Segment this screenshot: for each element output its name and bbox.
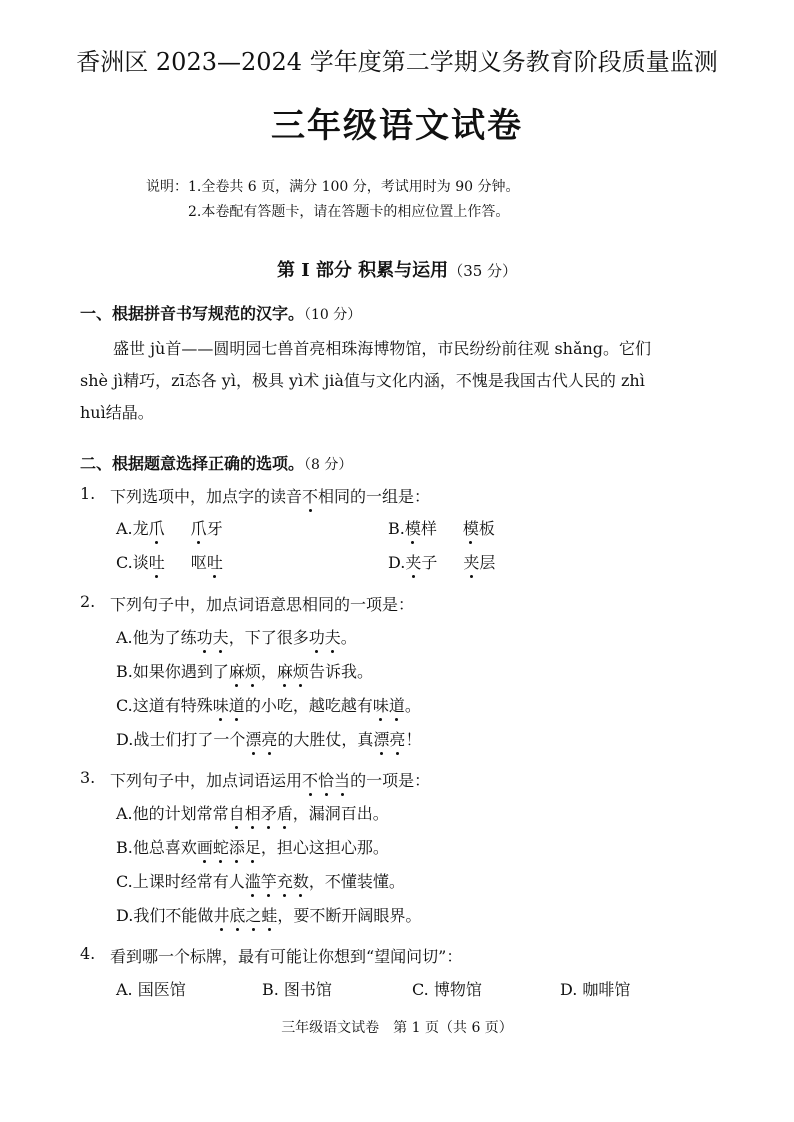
part-title-text: 第 I 部分 积累与运用 xyxy=(276,260,449,281)
dotted-word xyxy=(373,696,405,715)
section-1-title: 一、根据拼音书写规范的汉字。 xyxy=(80,304,305,323)
dotted-char: 漂 xyxy=(373,727,389,750)
page-footer: 三年级语文试卷 第 1 页（共 6 页） xyxy=(281,1020,513,1036)
option-label: B. xyxy=(116,838,133,857)
q1-option-d[interactable] xyxy=(388,550,495,573)
option-text: 告诉我。 xyxy=(308,662,373,681)
pinyin-line-3: huì结晶。 xyxy=(80,403,154,422)
option-text: 他为了练 xyxy=(132,628,197,647)
option-label: A. xyxy=(116,519,133,538)
q2-option-a[interactable] xyxy=(116,625,357,648)
dotted-char: 亮 xyxy=(389,727,405,750)
char: 牙 xyxy=(206,519,223,538)
char: 子 xyxy=(421,553,438,572)
char: 板 xyxy=(478,519,495,538)
question-4-text: 看到哪一个标牌，最有可能让你想到“望闻问切”： xyxy=(110,947,463,966)
part-title xyxy=(0,256,794,282)
question-2-text: 下列句子中，加点词语意思相同的一项是： xyxy=(110,595,415,614)
dotted-char: 道 xyxy=(389,693,405,716)
dotted-char: 爪 xyxy=(191,516,207,539)
question-2-number: 2. xyxy=(80,592,96,611)
char: 呕 xyxy=(190,553,207,572)
dotted-char: 夹 xyxy=(463,550,479,573)
question-3-number: 3. xyxy=(80,768,96,787)
dotted-char: 不 xyxy=(302,768,318,791)
char: 层 xyxy=(479,553,496,572)
q3-text-post: 的一项是： xyxy=(350,771,431,790)
option-text: ，漏洞百出。 xyxy=(292,804,389,823)
q1-option-c[interactable] xyxy=(116,550,223,573)
q2-option-c[interactable] xyxy=(116,693,421,716)
dotted-char: 夫 xyxy=(325,625,341,648)
dotted-char: 烦 xyxy=(293,659,309,682)
dotted-word xyxy=(277,662,309,681)
question-1-text xyxy=(110,484,430,507)
option-text: ，担心这担心那。 xyxy=(260,838,389,857)
dotted-word xyxy=(213,906,277,925)
option-label: C. xyxy=(116,696,133,715)
option-text: 如果你遇到了 xyxy=(132,662,229,681)
option-text: 战士们打了一个 xyxy=(133,730,246,749)
option-text: 我们不能做 xyxy=(133,906,214,925)
dotted-char: 充 xyxy=(277,869,293,892)
pinyin-line-2: shè jì精巧，zī态各 yì，极具 yì术 jià值与文化内涵，不愧是我国古代人民的 zhì xyxy=(80,371,645,390)
q4-option-c[interactable]: C. 博物馆 xyxy=(412,980,482,999)
dotted-char: 蛙 xyxy=(261,903,277,926)
dotted-char: 味 xyxy=(213,693,229,716)
option-text: 。 xyxy=(340,628,357,647)
option-text: 他的计划常常 xyxy=(132,804,229,823)
option-label: C. xyxy=(116,553,133,572)
q3-dotted-word xyxy=(302,771,350,790)
option-text: 他总喜欢 xyxy=(132,838,197,857)
q1-option-a[interactable] xyxy=(116,516,223,539)
question-4-number: 4. xyxy=(80,944,96,963)
dotted-word xyxy=(229,804,293,823)
q3-option-a[interactable] xyxy=(116,801,389,824)
dotted-char: 夫 xyxy=(213,625,229,648)
dotted-char: 烦 xyxy=(245,659,261,682)
dotted-char: 功 xyxy=(309,625,325,648)
dotted-char: 滥 xyxy=(245,869,261,892)
dotted-char: 矛 xyxy=(261,801,277,824)
char: 龙 xyxy=(132,519,149,538)
option-label: D. xyxy=(116,730,134,749)
dotted-char: 模 xyxy=(463,516,479,539)
dotted-char: 底 xyxy=(229,903,245,926)
option-text: 的小吃，越吃越有 xyxy=(244,696,373,715)
option-label: C. xyxy=(116,872,133,891)
section-1-score: （10 分） xyxy=(304,307,362,323)
pinyin-line-1: 盛世 jù首——圆明园七兽首亮相珠海博物馆，市民纷纷前往观 shǎng。它们 xyxy=(113,339,652,358)
dotted-char: 吐 xyxy=(149,550,165,573)
option-text: 。 xyxy=(404,696,421,715)
note-line-2: 2.本卷配有答题卡，请在答题卡的相应位置上作答。 xyxy=(188,204,510,220)
q3-option-b[interactable] xyxy=(116,835,389,858)
dotted-char: 盾 xyxy=(277,801,293,824)
section-2-title: 二、根据题意选择正确的选项。 xyxy=(80,454,305,473)
dotted-char: 自 xyxy=(229,801,245,824)
dotted-word xyxy=(229,662,261,681)
option-label: A. xyxy=(116,804,133,823)
option-label: D. xyxy=(116,906,134,925)
dotted-char: 爪 xyxy=(149,516,165,539)
q1-text-post: 相同的一组是： xyxy=(318,487,431,506)
q3-option-d[interactable] xyxy=(116,903,421,926)
option-text: 这道有特殊 xyxy=(132,696,213,715)
q4-option-a[interactable]: A. 国医馆 xyxy=(116,980,186,999)
dotted-char: 数 xyxy=(293,869,309,892)
dotted-char: 味 xyxy=(373,693,389,716)
q3-text-pre: 下列句子中，加点词语运用 xyxy=(110,771,303,790)
question-3-text xyxy=(110,768,430,791)
dotted-char: 道 xyxy=(229,693,245,716)
dotted-char: 相 xyxy=(245,801,261,824)
char: 样 xyxy=(420,519,437,538)
q4-option-b[interactable]: B. 图书馆 xyxy=(262,980,332,999)
dotted-char: 模 xyxy=(405,516,421,539)
dotted-char: 麻 xyxy=(229,659,245,682)
section-2-score: （8 分） xyxy=(304,457,353,473)
dotted-char: 麻 xyxy=(277,659,293,682)
option-text: ，要不断开阔眼界。 xyxy=(277,906,422,925)
dotted-char: 吐 xyxy=(207,550,223,573)
dotted-char: 添 xyxy=(229,835,245,858)
question-1-number: 1. xyxy=(80,484,96,503)
q1-option-b[interactable] xyxy=(388,516,495,539)
q1-text-pre: 下列选项中，加点字的读音 xyxy=(110,487,303,506)
dotted-char: 功 xyxy=(197,625,213,648)
dotted-char: 漂 xyxy=(245,727,261,750)
q4-option-d[interactable]: D. 咖啡馆 xyxy=(560,980,631,999)
dotted-char: 恰 xyxy=(318,768,334,791)
dotted-char: 当 xyxy=(334,768,350,791)
option-text: 的大胜仗，真 xyxy=(277,730,374,749)
option-text: ！ xyxy=(405,730,422,749)
dotted-word xyxy=(309,628,341,647)
option-text: ，不懂装懂。 xyxy=(308,872,405,891)
exam-header-title: 香洲区 2023—2024 学年度第二学期义务教育阶段质量监测 xyxy=(76,48,718,76)
q2-option-d[interactable] xyxy=(116,727,421,750)
dotted-word xyxy=(213,696,245,715)
dotted-char: 井 xyxy=(213,903,229,926)
exam-subtitle: 三年级语文试卷 xyxy=(271,106,523,146)
q2-option-b[interactable] xyxy=(116,659,373,682)
part-score: （35 分） xyxy=(448,262,518,280)
dotted-char: 夹 xyxy=(405,550,421,573)
note-line-1: 说明：1.全卷共 6 页，满分 100 分，考试用时为 90 分钟。 xyxy=(146,179,520,195)
dotted-word xyxy=(245,730,277,749)
dotted-char: 亮 xyxy=(261,727,277,750)
q3-option-c[interactable] xyxy=(116,869,405,892)
section-2-heading xyxy=(80,451,352,474)
option-label: B. xyxy=(388,519,405,538)
dotted-char: 竽 xyxy=(261,869,277,892)
q1-dotted-word: 不 xyxy=(302,484,318,507)
option-text: 上课时经常有人 xyxy=(132,872,245,891)
dotted-word xyxy=(197,628,229,647)
option-label: A. xyxy=(116,628,133,647)
dotted-word xyxy=(373,730,405,749)
dotted-char: 蛇 xyxy=(213,835,229,858)
dotted-word xyxy=(197,838,261,857)
option-label: B. xyxy=(116,662,133,681)
section-1-heading xyxy=(80,301,361,324)
option-label: D. xyxy=(388,553,406,572)
dotted-char: 足 xyxy=(245,835,261,858)
dotted-char: 之 xyxy=(245,903,261,926)
option-text: ， xyxy=(260,662,277,681)
char: 谈 xyxy=(132,553,149,572)
dotted-char: 画 xyxy=(197,835,213,858)
dotted-word xyxy=(245,872,309,891)
option-text: ，下了很多 xyxy=(228,628,309,647)
